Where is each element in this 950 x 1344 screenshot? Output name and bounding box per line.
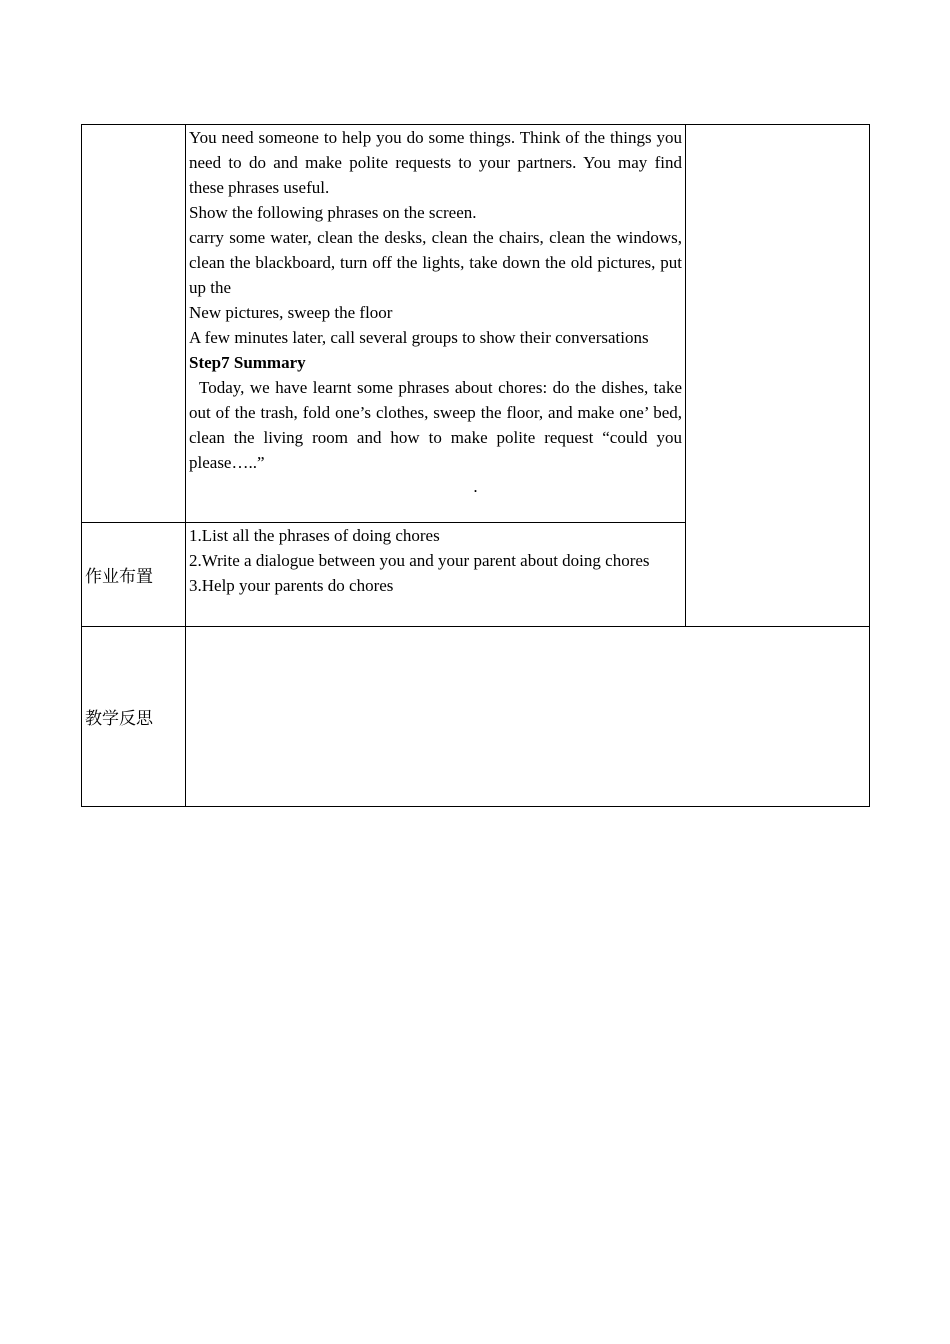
- trailing-dot: .: [473, 477, 478, 496]
- instruction-paragraph: You need someone to help you do some things. Think of the things you need to do and make polite requests to your partners. You may find these phrases useful.: [189, 128, 682, 197]
- homework-label-cell: [82, 523, 186, 627]
- homework-item: 3.Help your parents do chores: [189, 576, 394, 595]
- homework-content-cell: [186, 523, 686, 627]
- homework-item: 2.Write a dialogue between you and your parent about doing chores: [189, 551, 650, 570]
- lesson-plan-table: [81, 124, 870, 807]
- instruction-paragraph: Show the following phrases on the screen.: [189, 203, 477, 222]
- summary-paragraph: Today, we have learnt some phrases about chores: do the dishes, take out of the trash, fold one’s clothes, sweep the floor, and make one’ bed, clean the living room and how to make polite request “could you please…..”: [189, 378, 682, 472]
- reflection-label-cell: [82, 627, 186, 807]
- reflection-content-cell: [186, 627, 870, 807]
- reflection-row: [82, 627, 870, 807]
- phrase-list-continued: New pictures, sweep the floor: [189, 303, 393, 322]
- homework-label: 作业布置: [85, 567, 153, 587]
- activity-content-cell: [186, 125, 686, 523]
- activity-row: [82, 125, 870, 523]
- reflection-label: 教学反思: [85, 709, 153, 729]
- homework-item: 1.List all the phrases of doing chores: [189, 526, 440, 545]
- activity-label-cell: [82, 125, 186, 523]
- instruction-paragraph: A few minutes later, call several groups to show their conversations: [189, 328, 649, 347]
- phrase-list-paragraph: carry some water, clean the desks, clean the chairs, clean the windows, clean the blackboard, turn off the lights, take down the old pictures, put up the: [189, 228, 682, 297]
- notes-cell: [686, 125, 870, 627]
- step-heading: Step7 Summary: [189, 353, 306, 372]
